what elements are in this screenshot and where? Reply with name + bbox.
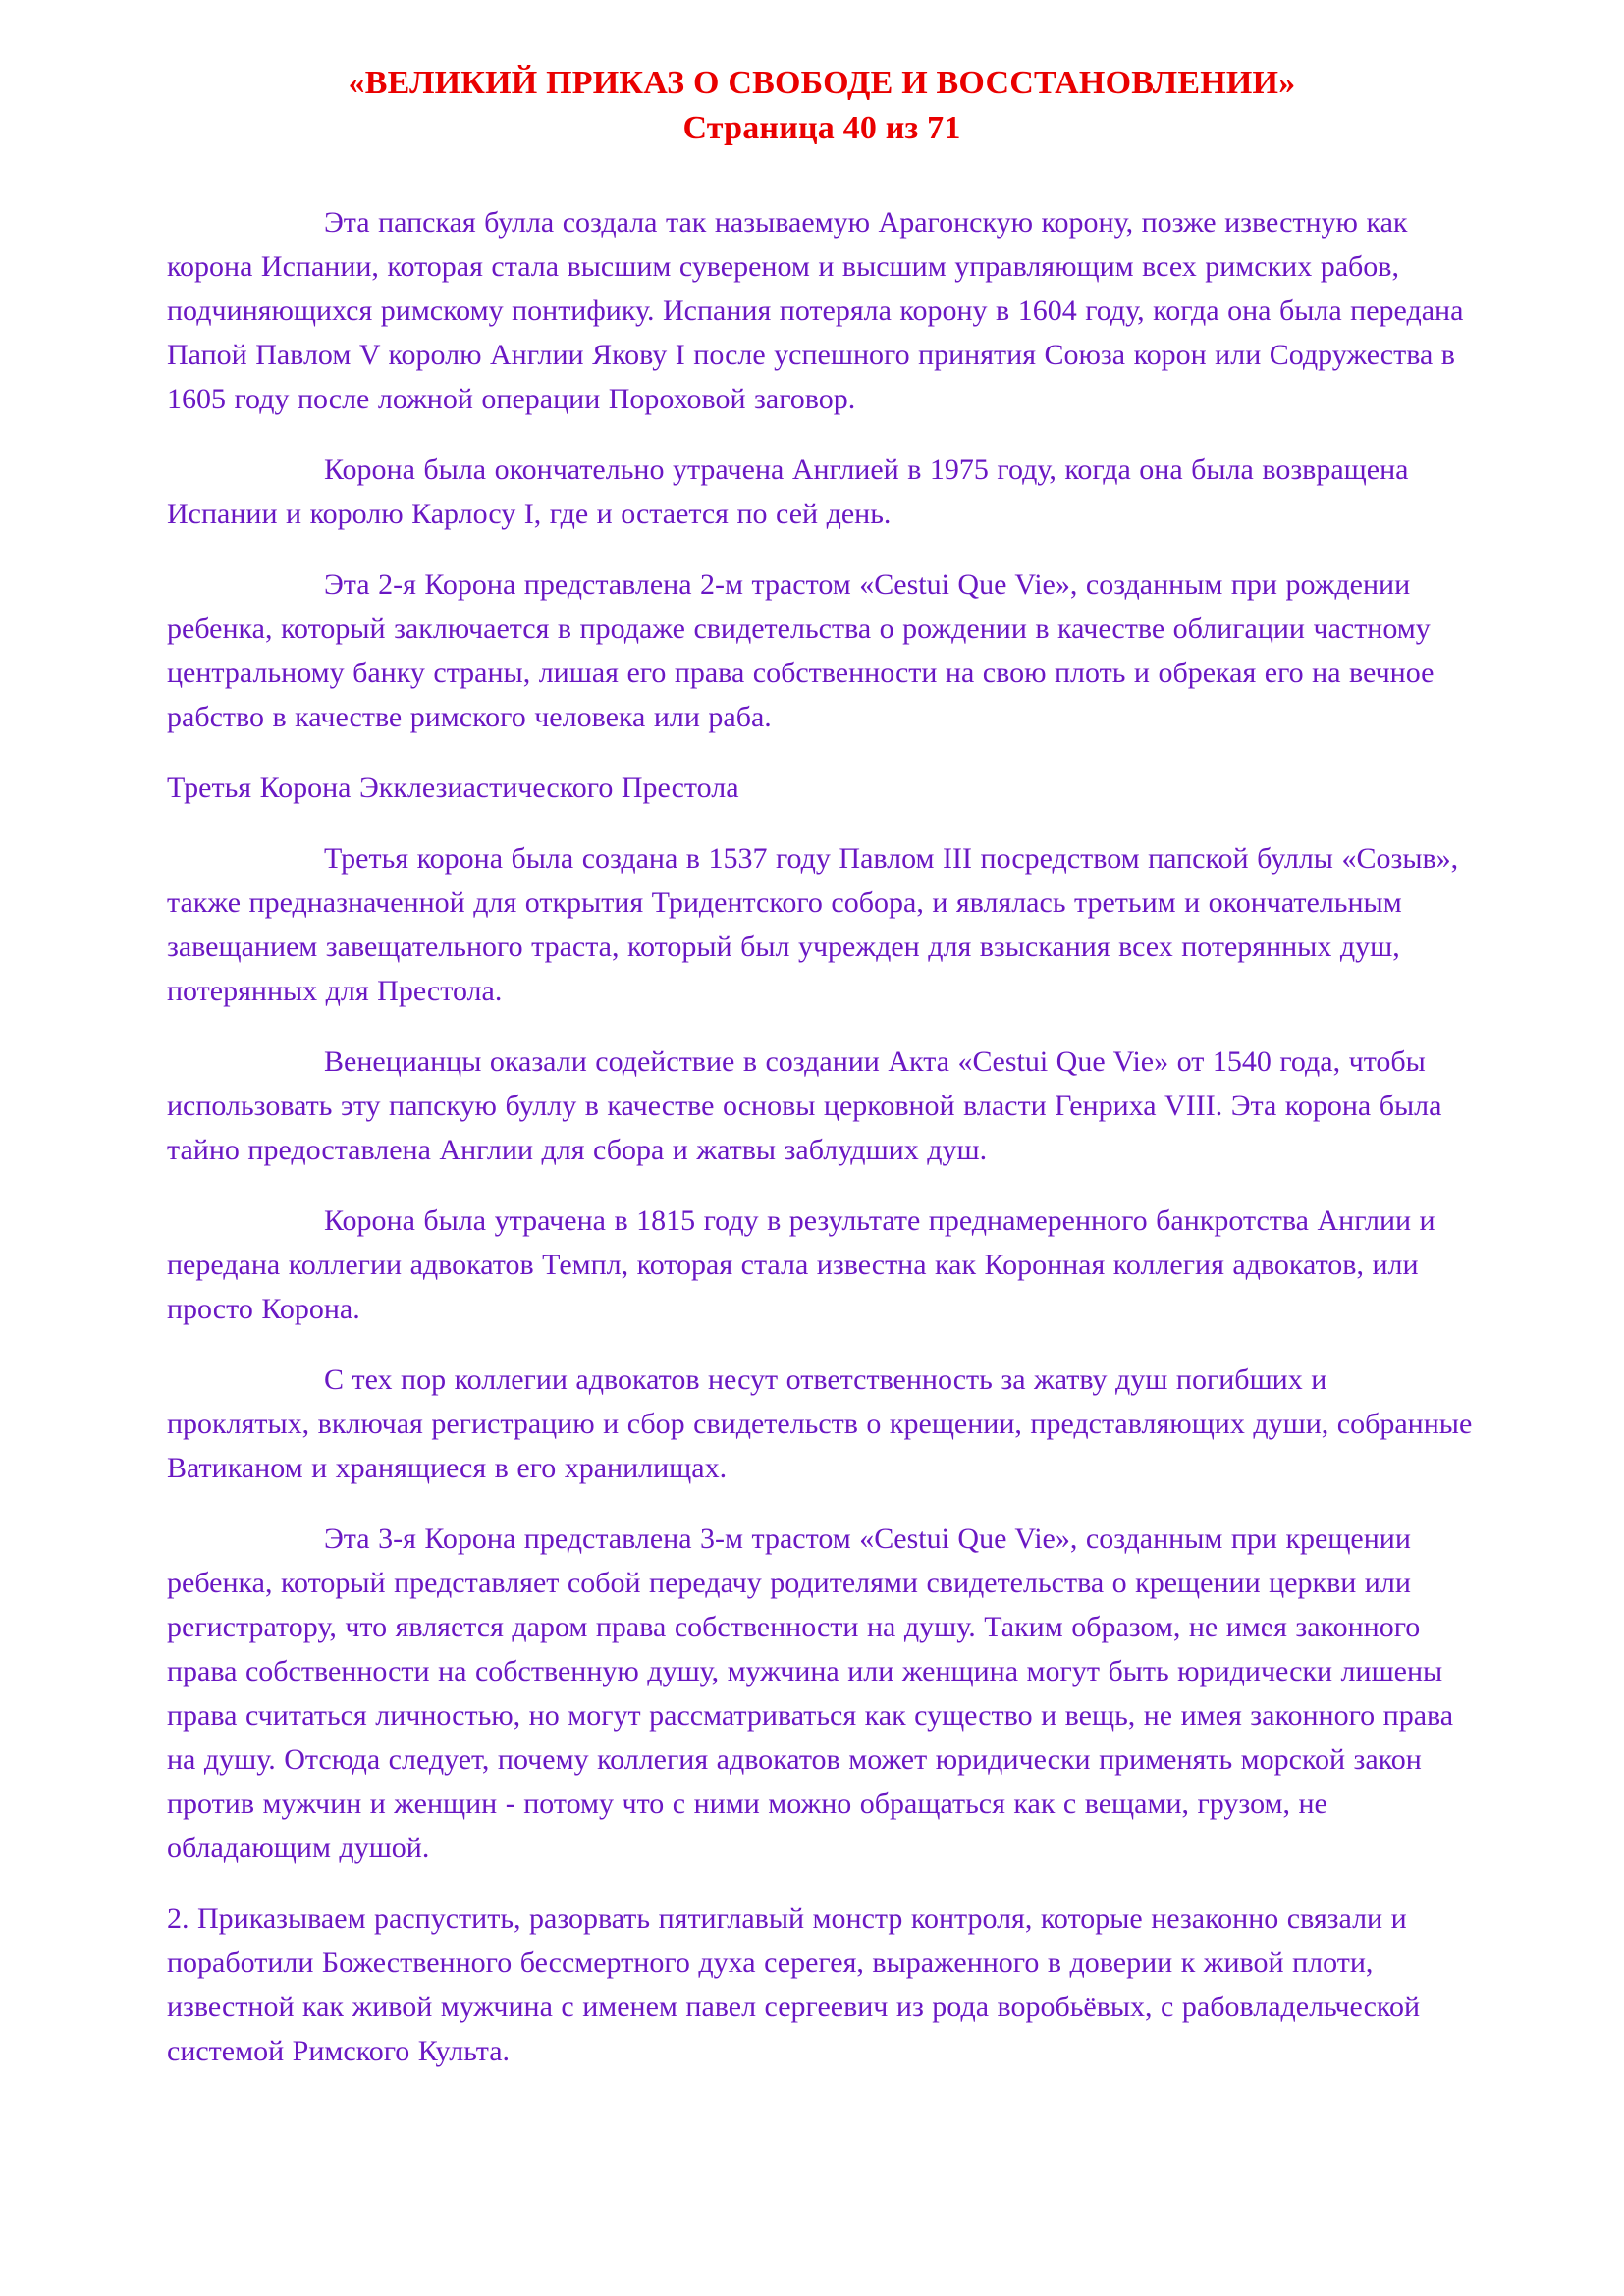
paragraph-order-item-2: 2. Приказываем распустить, разорвать пятиглавый монстр контроля, которые незаконно связали и поработили Божественного бессмертного духа серегея, выраженного в доверии к живой плоти, известной как живой мужчина с именем павел сергеевич из рода воробьёвых, с рабовладельческой системой Римского Культа. xyxy=(167,1902,1421,2067)
paragraph-crown-lost-1815: Корона была утрачена в 1815 году в результате преднамеренного банкротства Англии и передана коллегии адвокатов Темпл, которая стала известна как Коронная коллегия адвокатов, или просто Корона. xyxy=(167,1204,1435,1325)
document-body xyxy=(167,200,1477,2073)
paragraph-bar-associations-duty: С тех пор коллегии адвокатов несут ответственность за жатву душ погибших и проклятых, включая регистрацию и сбор свидетельств о крещении, представляющих души, собранные Ватиканом и хранящиеся в его хранилищах. xyxy=(167,1363,1473,1484)
document-header xyxy=(167,61,1477,151)
paragraph-crown-lost-1975: Корона была окончательно утрачена Англией в 1975 году, когда она была возвращена Испании и королю Карлосу I, где и остается по сей день. xyxy=(167,454,1409,530)
paragraph-venetians-1540: Венецианцы оказали содействие в создании Акта «Cestui Que Vie» от 1540 года, чтобы использовать эту папскую буллу в качестве основы церковной власти Генриха VIII. Эта корона была тайно предоставлена Англии для сбора и жатвы заблудших душ. xyxy=(167,1045,1442,1166)
page-indicator: Страница 40 из 71 xyxy=(682,110,961,146)
paragraph-second-crown-trust: Эта 2-я Корона представлена 2-м трастом «Cestui Que Vie», созданным при рождении ребенка, который заключается в продаже свидетельства о рождении в качестве облигации частному центральному банку страны, лишая его права собственности на свою плоть и обрекая его на вечное рабство в качестве римского человека или раба. xyxy=(167,568,1435,733)
paragraph-third-crown-1537: Третья корона была создана в 1537 году Павлом III посредством папской буллы «Созыв», также предназначенной для открытия Тридентского собора, и являлась третьим и окончательным завещанием завещательного траста, который был учрежден для взыскания всех потерянных душ, потерянных для Престола. xyxy=(167,842,1459,1007)
paragraph-papal-bull-aragon: Эта папская булла создала так называемую Арагонскую корону, позже известную как корона Испании, которая стала высшим сувереном и высшим управляющим всех римских рабов, подчиняющихся римскому понтифику. Испания потеряла корону в 1604 году, когда она была передана Папой Павлом V королю Англии Якову I после успешного принятия Союза корон или Содружества в 1605 году после ложной операции Пороховой заговор. xyxy=(167,206,1464,415)
document-title: «ВЕЛИКИЙ ПРИКАЗ О СВОБОДЕ И ВОССТАНОВЛЕНИИ» xyxy=(348,65,1296,101)
section-heading-third-crown: Третья Корона Экклезиастического Престола xyxy=(167,772,739,804)
paragraph-third-crown-trust: Эта 3-я Корона представлена 3-м трастом «Cestui Que Vie», созданным при крещении ребенка, который представляет собой передачу родителями свидетельства о крещении церкви или регистратору, что является даром права собственности на душу. Таким образом, не имея законного права собственности на собственную душу, мужчина или женщина могут быть юридически лишены права считаться личностью, но могут рассматриваться как существо и вещь, не имея законного права на душу. Отсюда следует, почему коллегия адвокатов может юридически применять морской закон против мужчин и женщин - потому что с ними можно обращаться как с вещами, грузом, не обладающим душой. xyxy=(167,1522,1454,1864)
